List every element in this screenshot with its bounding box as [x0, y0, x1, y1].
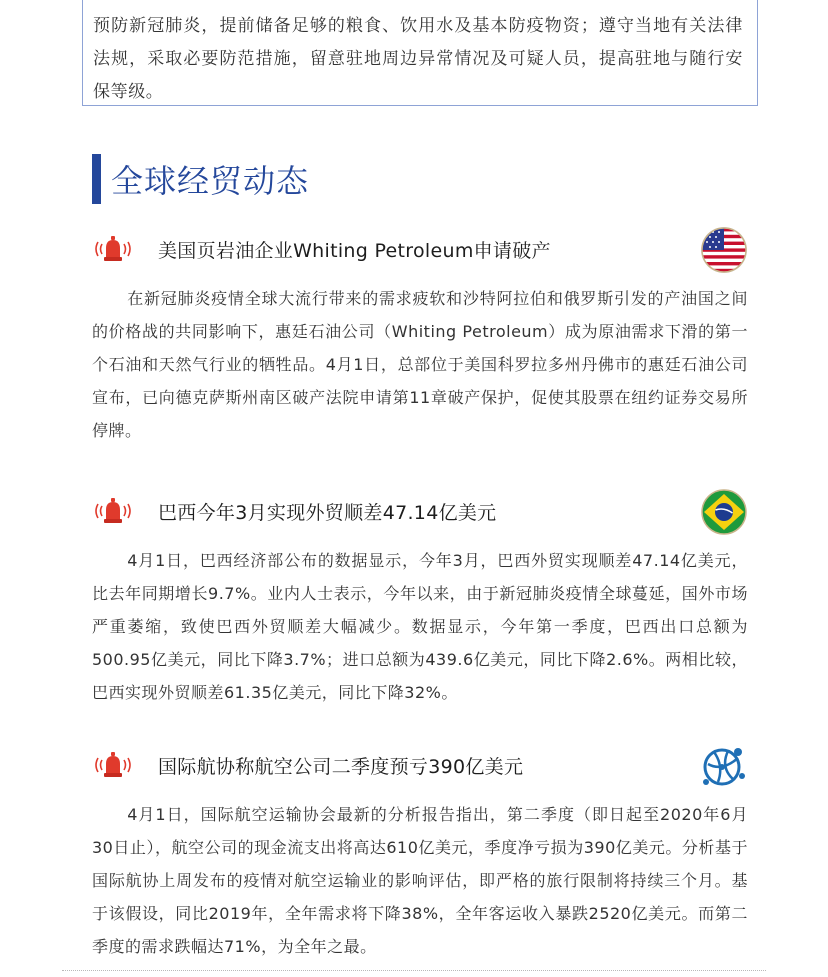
alarm-bell-icon [92, 750, 134, 780]
notice-box [82, 0, 758, 106]
article-header [92, 488, 748, 534]
article-body: 4月1日，巴西经济部公布的数据显示，今年3月，巴西外贸实现顺差47.14亿美元，比去年同期增长9.7%。业内人士表示，今年以来，由于新冠肺炎疫情全球蔓延，国外市场严重萎缩，致使巴西外贸顺差大幅减少。数据显示，今年第一季度，巴西出口总额为500.95亿美元，同比下降3.7%；进口总额为439.6亿美元，同比下降2.6%。两相比较，巴西实现外贸顺差61.35亿美元，同比下降32%。 [92, 551, 748, 702]
alarm-bell-icon [92, 496, 134, 526]
article-body: 4月1日，国际航空运输协会最新的分析报告指出，第二季度（即日起至2020年6月30日止），航空公司的现金流支出将高达610亿美元，季度净亏损为390亿美元。分析基于国际航协上周发布的疫情对航空运输业的影响评估，即严格的旅行限制将持续三个月。基于该假设，同比2019年，全年需求将下降38%，全年客运收入暴跌2520亿美元。而第二季度的需求跌幅达71%，为全年之最。 [92, 805, 748, 956]
network-globe-icon [700, 742, 748, 790]
article-title: 国际航协称航空公司二季度预亏390亿美元 [158, 755, 524, 778]
article-iata-loss [92, 742, 748, 963]
bottom-divider [62, 970, 766, 971]
section-accent-bar [92, 154, 101, 204]
article-us-whiting [92, 226, 748, 447]
brazil-flag-icon [700, 488, 748, 536]
article-header [92, 226, 748, 272]
section-header [92, 154, 309, 204]
alarm-bell-icon [92, 234, 134, 264]
article-title: 巴西今年3月实现外贸顺差47.14亿美元 [158, 501, 497, 524]
article-header [92, 742, 748, 788]
article-brazil-trade [92, 488, 748, 709]
article-body: 在新冠肺炎疫情全球大流行带来的需求疲软和沙特阿拉伯和俄罗斯引发的产油国之间的价格战的共同影响下，惠廷石油公司（Whiting Petroleum）成为原油需求下滑的第一个石油和天然气行业的牺牲品。4月1日，总部位于美国科罗拉多州丹佛市的惠廷石油公司宣布，已向德克萨斯州南区破产法院申请第11章破产保护，促使其股票在纽约证券交易所停牌。 [92, 289, 748, 440]
us-flag-icon [700, 226, 748, 274]
article-title: 美国页岩油企业Whiting Petroleum申请破产 [158, 239, 551, 262]
section-title: 全球经贸动态 [111, 162, 310, 200]
notice-text: 预防新冠肺炎，提前储备足够的粮食、饮用水及基本防疫物资；遵守当地有关法律法规，采取必要防范措施，留意驻地周边异常情况及可疑人员，提高驻地与随行安保等级。 [93, 16, 743, 102]
